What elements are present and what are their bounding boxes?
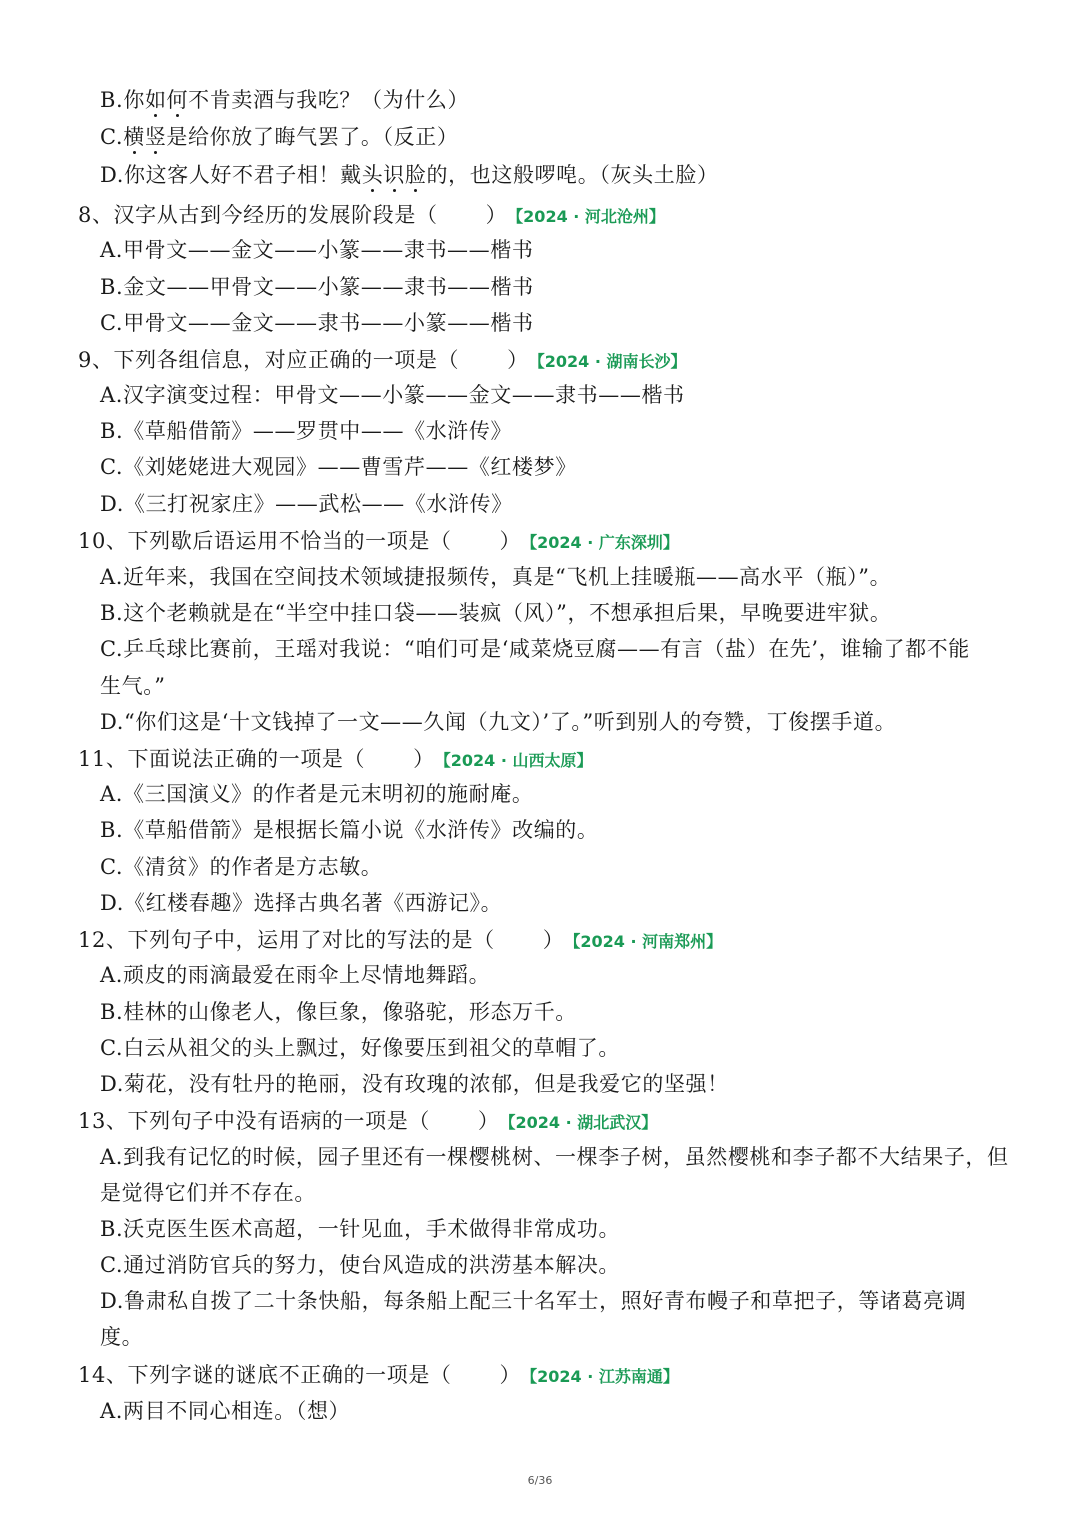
option-line <box>0 489 1080 519</box>
line-text: D.“你们这是‘十文钱掉了一文——久闻（九文）’了。”听到别人的夸赞，丁俊摆手道。 <box>100 710 897 734</box>
line-text: 是觉得它们并不存在。 <box>100 1181 316 1205</box>
question-stem <box>0 1360 1080 1392</box>
line-text: 13、下列句子中没有语病的一项是（ <box>78 1109 430 1133</box>
line-text: A.甲骨文——金文——小篆——隶书——楷书 <box>100 238 534 262</box>
line-text: 11、下面说法正确的一项是（ <box>78 747 366 771</box>
option-continuation <box>0 671 1080 701</box>
page-number: 6/36 <box>527 1474 553 1487</box>
line-text: D.《红楼春趣》选择古典名著《西游记》。 <box>100 891 503 915</box>
source-tag: 【2024 · 山西太原】 <box>442 751 593 770</box>
line-text: 14、下列字谜的谜底不正确的一项是（ <box>78 1363 452 1387</box>
line-text: B.你如何不肯卖酒与我吃？（为什么） <box>100 88 470 112</box>
option-line <box>0 852 1080 882</box>
option-line <box>0 416 1080 446</box>
option-line <box>0 634 1080 664</box>
question-stem <box>0 925 1080 957</box>
source-tag: 【2024 · 河北沧州】 <box>515 207 665 226</box>
closing-paren: ） <box>477 1109 500 1133</box>
line-text: B.《草船借箭》是根据长篇小说《水浒传》改编的。 <box>100 818 599 842</box>
line-text: B.金文——甲骨文——小篆——隶书——楷书 <box>100 275 534 299</box>
option-continuation <box>0 1322 1080 1352</box>
option-line <box>0 598 1080 628</box>
closing-paren: ） <box>499 1363 522 1387</box>
closing-paren: ） <box>499 529 522 553</box>
option-line <box>0 960 1080 990</box>
line-text: D.鲁肃私自拨了二十条快船，每条船上配三十名军士，照好青布幔子和草把子，等诸葛亮调 <box>100 1289 967 1313</box>
option-line <box>0 707 1080 737</box>
option-line <box>0 308 1080 338</box>
option-line <box>0 1142 1080 1172</box>
line-text: D.《三打祝家庄》——武松——《水浒传》 <box>100 492 513 516</box>
source-tag: 【2024 · 广东深圳】 <box>529 533 679 552</box>
line-text: C.甲骨文——金文——隶书——小篆——楷书 <box>100 311 534 335</box>
option-line <box>0 122 1080 152</box>
line-text: A.顽皮的雨滴最爱在雨伞上尽情地舞蹈。 <box>100 963 491 987</box>
closing-paren: ） <box>413 747 435 771</box>
line-text: C.《刘姥姥进大观园》——曹雪芹——《红楼梦》 <box>100 455 577 479</box>
line-text: A.到我有记忆的时候，园子里还有一棵樱桃树、一棵李子树，虽然樱桃和李子都不大结果子，但 <box>100 1145 1009 1169</box>
option-line <box>0 779 1080 809</box>
line-text: B.桂林的山像老人，像巨象，像骆驼，形态万千。 <box>100 1000 577 1024</box>
option-line <box>0 1250 1080 1280</box>
source-tag: 【2024 · 湖北武汉】 <box>507 1113 658 1132</box>
option-line <box>0 85 1080 115</box>
line-text: A.近年来，我国在空间技术领域捷报频传，真是“飞机上挂暖瓶——高水平（瓶）”。 <box>100 565 892 589</box>
closing-paren: ） <box>542 928 565 952</box>
line-text: B.沃克医生医术高超，一针见血，手术做得非常成功。 <box>100 1217 621 1241</box>
option-line <box>0 160 1080 190</box>
question-stem <box>0 1106 1080 1138</box>
line-text: A.汉字演变过程：甲骨文——小篆——金文——隶书——楷书 <box>100 383 685 407</box>
question-stem <box>0 744 1080 776</box>
option-line <box>0 1396 1080 1426</box>
line-text: 生气。” <box>100 674 166 698</box>
line-text: 8、汉字从古到今经历的发展阶段是（ <box>78 203 438 227</box>
line-text: D.你这客人好不君子相！戴头识脸的，也这般啰唣。（灰头土脸） <box>100 163 719 187</box>
source-tag: 【2024 · 江苏南通】 <box>529 1367 679 1386</box>
line-text: D.菊花，没有牡丹的艳丽，没有玫瑰的浓郁，但是我爱它的坚强！ <box>100 1072 729 1096</box>
line-text: A.两目不同心相连。（想） <box>100 1399 351 1423</box>
line-text: 10、下列歇后语运用不恰当的一项是（ <box>78 529 452 553</box>
line-text: 度。 <box>100 1325 144 1349</box>
question-stem <box>0 345 1080 377</box>
question-stem <box>0 200 1080 232</box>
option-line <box>0 1033 1080 1063</box>
source-tag: 【2024 · 湖南长沙】 <box>536 352 687 371</box>
option-line <box>0 452 1080 482</box>
line-text: 9、下列各组信息，对应正确的一项是（ <box>78 348 460 372</box>
option-line <box>0 888 1080 918</box>
option-line <box>0 1214 1080 1244</box>
option-continuation <box>0 1178 1080 1208</box>
closing-paren: ） <box>485 203 508 227</box>
line-text: 12、下列句子中，运用了对比的写法的是（ <box>78 928 495 952</box>
option-line <box>0 1286 1080 1316</box>
option-line <box>0 815 1080 845</box>
line-text: B.《草船借箭》——罗贯中——《水浒传》 <box>100 419 513 443</box>
option-line <box>0 1069 1080 1099</box>
line-text: C.乒乓球比赛前，王瑶对我说：“咱们可是‘咸菜烧豆腐——有言（盐）在先’，谁输了都不能 <box>100 637 970 661</box>
closing-paren: ） <box>507 348 529 372</box>
option-line <box>0 562 1080 592</box>
line-text: B.这个老赖就是在“半空中挂口袋——装疯（风）”，不想承担后果，早晚要进牢狱。 <box>100 601 892 625</box>
line-text: C.横竖是给你放了晦气罢了。（反正） <box>100 125 459 149</box>
question-stem <box>0 526 1080 558</box>
option-line <box>0 235 1080 265</box>
line-text: C.通过消防官兵的努力，使台风造成的洪涝基本解决。 <box>100 1253 620 1277</box>
source-tag: 【2024 · 河南郑州】 <box>572 932 723 951</box>
option-line <box>0 997 1080 1027</box>
line-text: A.《三国演义》的作者是元末明初的施耐庵。 <box>100 782 534 806</box>
option-line <box>0 272 1080 302</box>
option-line <box>0 380 1080 410</box>
line-text: C.《清贫》的作者是方志敏。 <box>100 855 383 879</box>
line-text: C.白云从祖父的头上飘过，好像要压到祖父的草帽了。 <box>100 1036 620 1060</box>
